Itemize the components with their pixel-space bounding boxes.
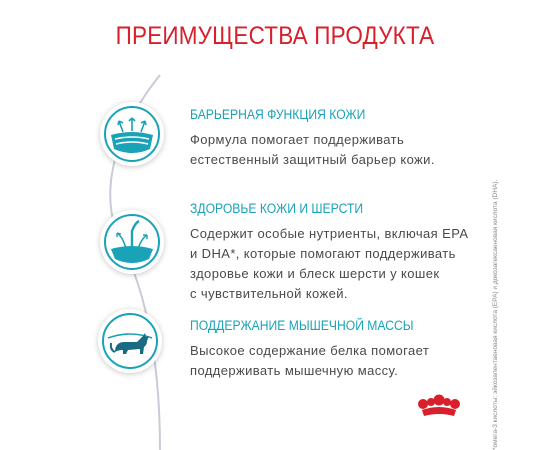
footnote: *омега-3 кислоты: эйкозапентаеновая кислота (EPA) и докозагексаеновая кислота (DHA). [492,179,499,450]
benefit-title: ЗДОРОВЬЕ КОЖИ И ШЕРСТИ [190,201,364,216]
benefit-skin-coat [190,201,490,304]
skin-barrier-icon [100,102,164,166]
benefit-text: Формула помогает поддерживать естественный защитный барьер кожи. [190,132,435,167]
benefit-text: Содержит особые нутриенты, включая ЕРА и DHA*, которые помогают поддерживать здоровье кожи и блеск шерсти у кошек с чувствительной кожей. [190,226,469,301]
page-title: ПРЕИМУЩЕСТВА ПРОДУКТА [115,22,435,50]
benefit-skin-barrier [190,107,490,170]
royal-canin-crown-logo [417,394,461,420]
cat-muscle-icon [98,309,162,373]
benefit-muscle-mass [190,318,490,381]
benefit-title: БАРЬЕРНАЯ ФУНКЦИЯ КОЖИ [190,107,366,122]
benefit-title: ПОДДЕРЖАНИЕ МЫШЕЧНОЙ МАССЫ [190,318,414,333]
benefit-text: Высокое содержание белка помогает поддерживать мышечную массу. [190,343,430,378]
skin-coat-icon [100,210,164,274]
